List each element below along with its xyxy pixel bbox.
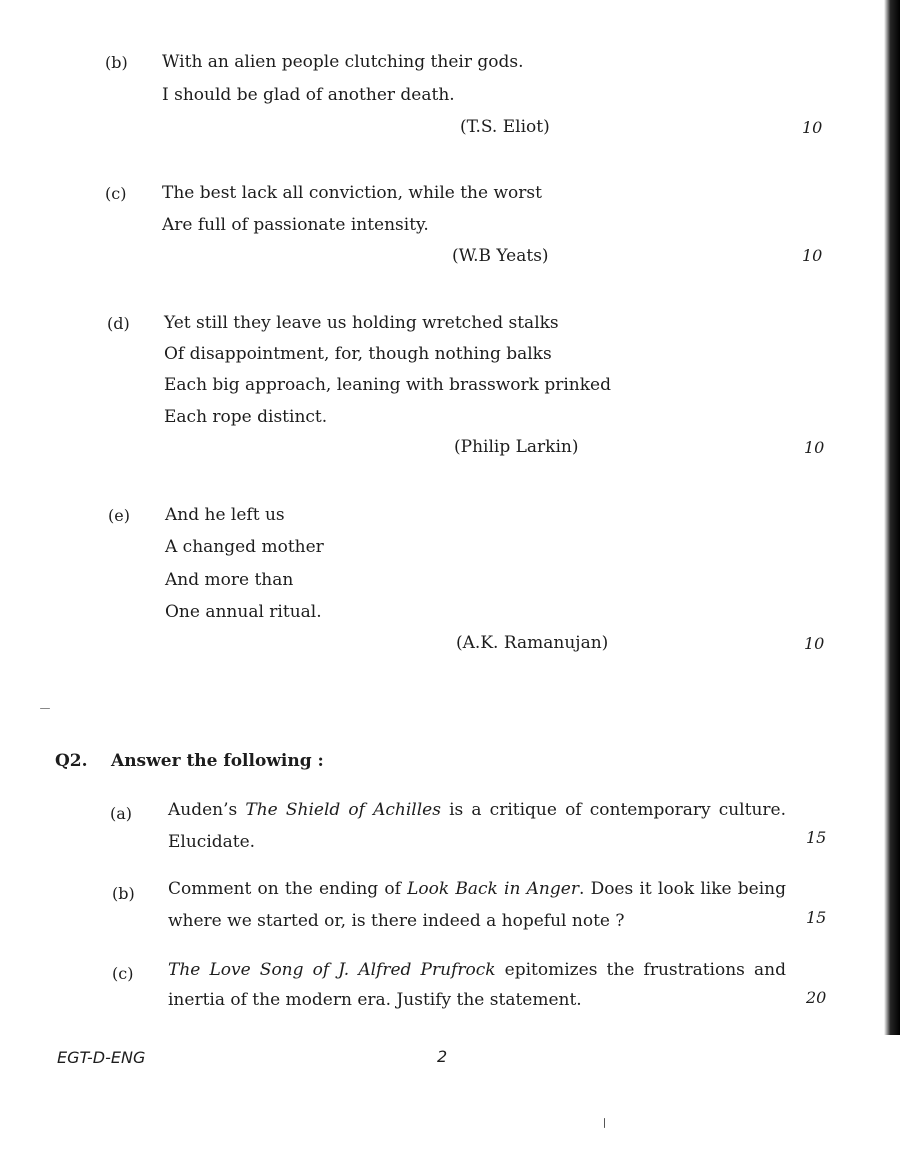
q2-item-c-line1: The Love Song of J. Alfred Prufrock epitomizes the frustrations and — [168, 960, 786, 980]
q2-item-b-line2: where we started or, is there indeed a hopeful note ? — [168, 911, 625, 931]
paper-code: EGT-D-ENG — [57, 1048, 146, 1067]
quote-line: Yet still they leave us holding wretched stalks — [164, 313, 559, 333]
scan-shadow-edge — [884, 0, 900, 1035]
q2-item-label-a: (a) — [110, 804, 133, 823]
scan-speck — [604, 1118, 605, 1128]
marks: 10 — [802, 246, 823, 265]
attribution: (Philip Larkin) — [454, 437, 579, 457]
quote-line: A changed mother — [165, 537, 324, 557]
marks: 10 — [804, 634, 825, 653]
quote-line: And he left us — [165, 505, 285, 525]
quote-line: One annual ritual. — [165, 602, 322, 622]
item-label-b: (b) — [105, 53, 128, 72]
item-label-d: (d) — [107, 314, 130, 333]
question-number: Q2. — [55, 751, 88, 771]
quote-line: With an alien people clutching their gods. — [162, 52, 524, 72]
q2-item-c-line2: inertia of the modern era. Justify the statement. — [168, 990, 582, 1010]
q2-item-a-line1: Auden’s The Shield of Achilles is a critique of contemporary culture. — [168, 800, 786, 820]
quote-line: Each big approach, leaning with brasswork prinked — [164, 375, 611, 395]
scan-speck — [40, 708, 50, 709]
q2-item-label-b: (b) — [112, 884, 135, 903]
quote-line: Each rope distinct. — [164, 407, 328, 427]
quote-line: I should be glad of another death. — [162, 85, 455, 105]
page-number: 2 — [437, 1047, 448, 1066]
q2-item-a-line2: Elucidate. — [168, 832, 256, 852]
item-label-e: (e) — [108, 506, 130, 525]
attribution: (T.S. Eliot) — [460, 117, 550, 137]
q2-item-label-c: (c) — [112, 964, 134, 983]
marks: 10 — [804, 438, 825, 457]
quote-line: The best lack all conviction, while the worst — [162, 183, 542, 203]
q2-item-b-line1: Comment on the ending of Look Back in Anger. Does it look like being — [168, 879, 786, 899]
marks: 20 — [806, 988, 827, 1007]
item-label-c: (c) — [105, 184, 127, 203]
marks: 15 — [806, 908, 827, 927]
quote-line: Of disappointment, for, though nothing balks — [164, 344, 552, 364]
attribution: (A.K. Ramanujan) — [456, 633, 609, 653]
attribution: (W.B Yeats) — [452, 246, 549, 266]
quote-line: And more than — [165, 570, 294, 590]
quote-line: Are full of passionate intensity. — [162, 215, 429, 235]
question-title: Answer the following : — [111, 751, 324, 771]
marks: 15 — [806, 828, 827, 847]
marks: 10 — [802, 118, 823, 137]
